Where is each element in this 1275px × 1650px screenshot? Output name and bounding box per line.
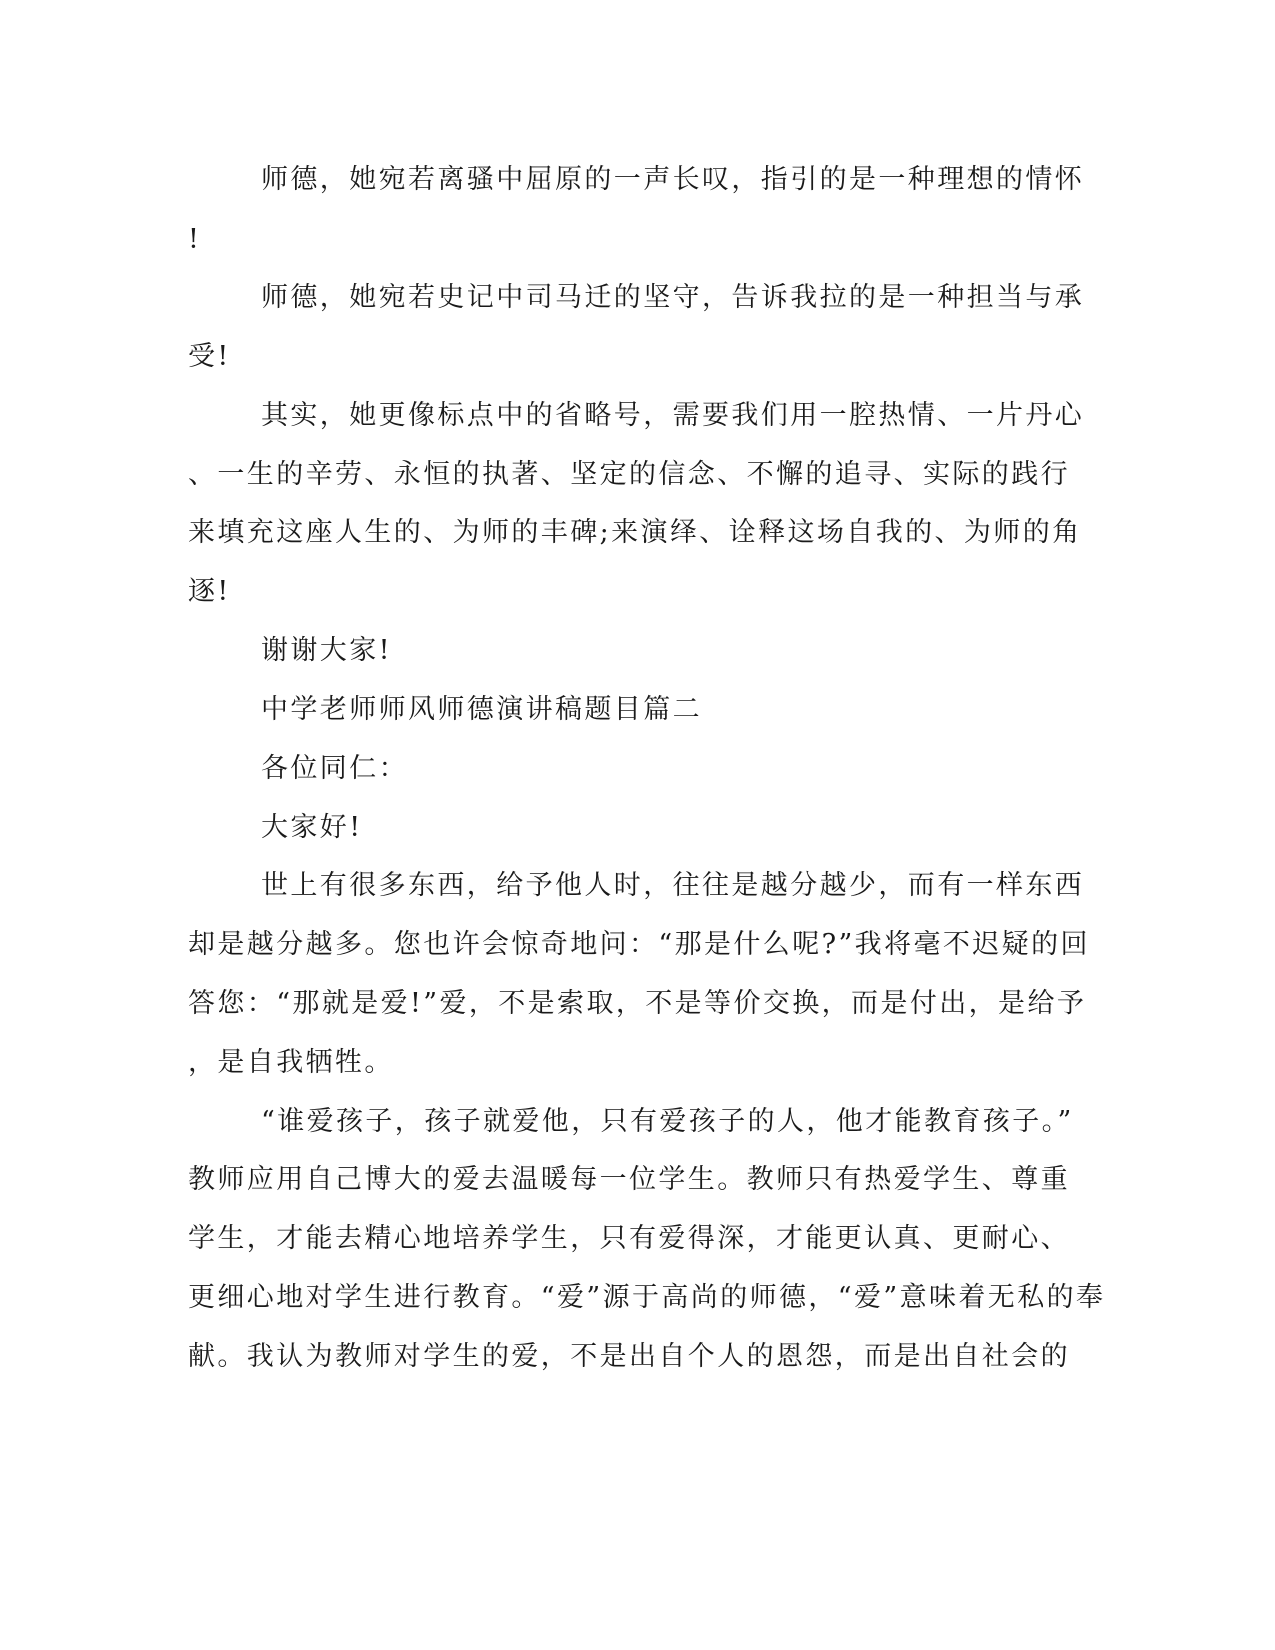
paragraph-5-line-2: 教师应用自己博大的爱去温暖每一位学生。教师只有热爱学生、尊重 [188,1164,1070,1195]
paragraph-4-line-3: 答您：“那就是爱!”爱，不是索取，不是等价交换，而是付出，是给予 [188,988,1087,1019]
paragraph-4-line-2: 却是越分越多。您也许会惊奇地问：“那是什么呢?”我将毫不迟疑的回 [188,929,1090,960]
paragraph-3-line-2: 、一生的辛劳、永恒的执著、坚定的信念、不懈的追寻、实际的践行 [188,459,1070,490]
paragraph-2-line-2: 受! [188,341,231,372]
paragraph-5-line-1: “谁爱孩子，孩子就爱他，只有爱孩子的人，他才能教育孩子。” [261,1106,1074,1137]
greeting-line: 大家好! [261,812,363,843]
paragraph-1-line-2: ! [188,224,202,255]
paragraph-3-line-1: 其实，她更像标点中的省略号，需要我们用一腔热情、一片丹心 [261,400,1085,431]
paragraph-5-line-3: 学生，才能去精心地培养学生，只有爱得深，才能更认真、更耐心、 [188,1223,1070,1254]
paragraph-5-line-4: 更细心地对学生进行教育。“爱”源于高尚的师德，“爱”意味着无私的奉 [188,1282,1106,1313]
thanks-line: 谢谢大家! [261,635,392,666]
paragraph-4-line-1: 世上有很多东西，给予他人时，往往是越分越少，而有一样东西 [261,870,1085,901]
paragraph-1-line-1: 师德，她宛若离骚中屈原的一声长叹，指引的是一种理想的情怀 [261,164,1085,195]
salutation-colleagues: 各位同仁： [261,753,408,784]
paragraph-2-line-1: 师德，她宛若史记中司马迁的坚守，告诉我拉的是一种担当与承 [261,282,1085,313]
paragraph-5-line-5: 献。我认为教师对学生的爱，不是出自个人的恩怨，而是出自社会的 [188,1341,1070,1372]
paragraph-4-line-4: ，是自我牺牲。 [188,1047,394,1078]
section-title: 中学老师师风师德演讲稿题目篇二 [261,694,702,725]
paragraph-3-line-3: 来填充这座人生的、为师的丰碑;来演绎、诠释这场自我的、为师的角 [188,517,1082,548]
paragraph-3-line-4: 逐! [188,576,231,607]
